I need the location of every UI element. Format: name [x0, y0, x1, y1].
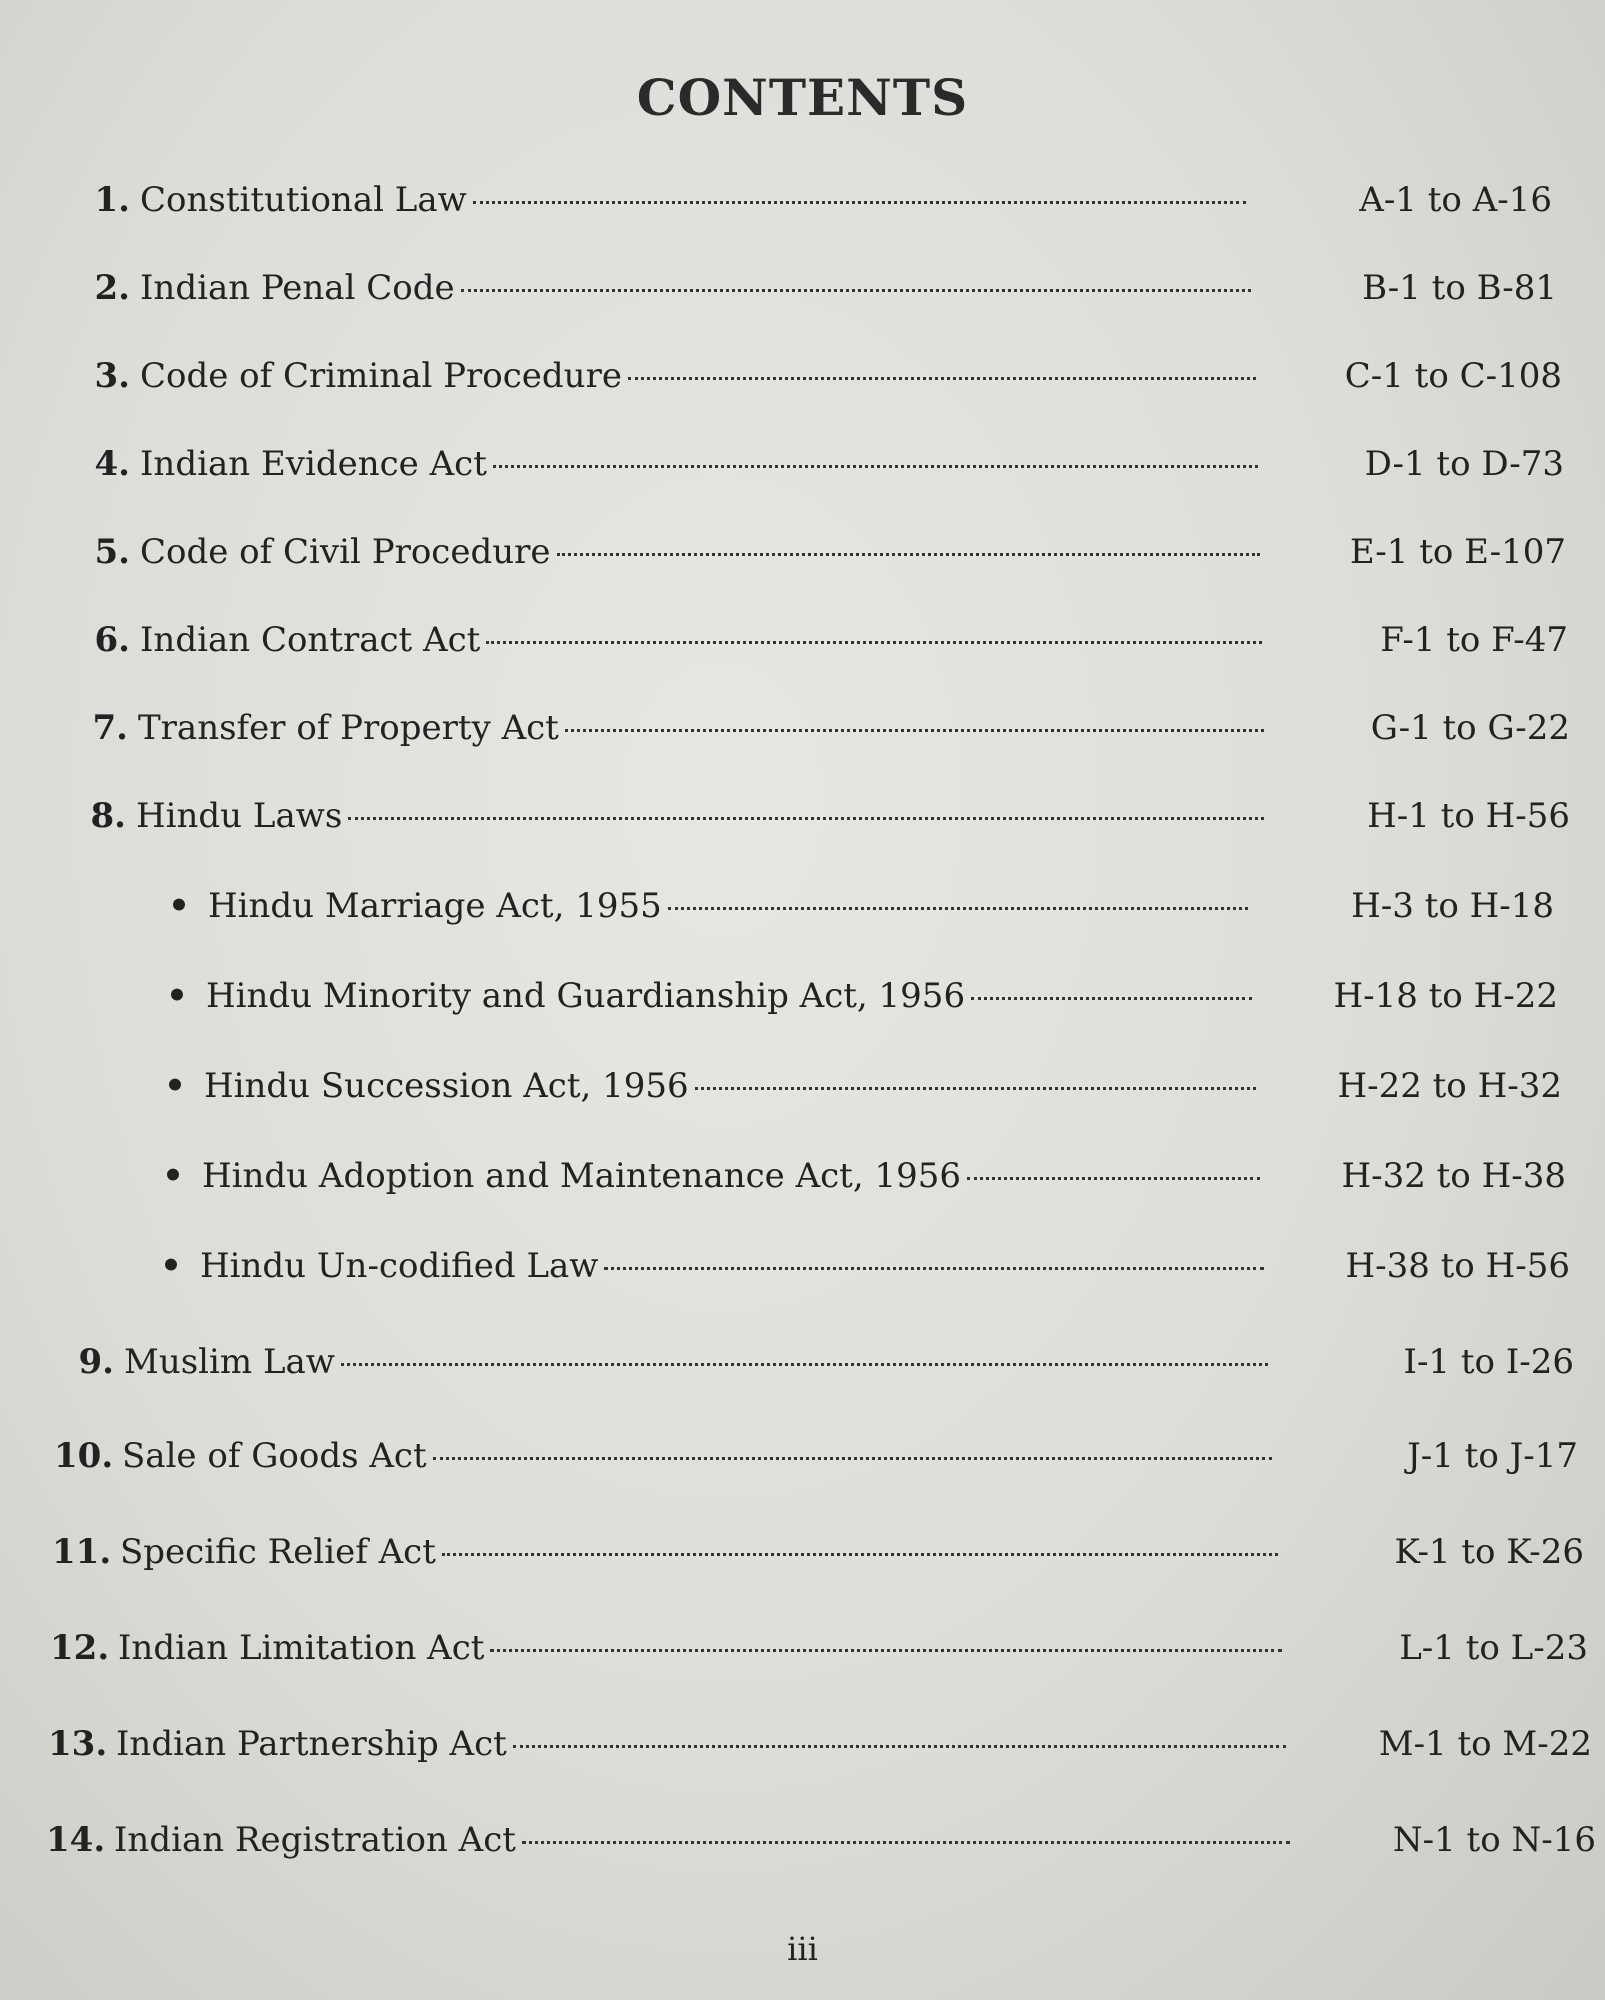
entry-number: 5.: [94, 532, 130, 572]
toc-entry-6: [72, 620, 1568, 660]
leader-dots: [442, 1553, 1278, 1556]
page-number: iii: [787, 1930, 818, 1968]
entry-title: Indian Limitation Act: [118, 1628, 485, 1668]
entry-title: Indian Registration Act: [114, 1820, 516, 1860]
toc-subentry-hindu-minority: [166, 976, 1558, 1016]
leader-dots: [490, 1649, 1282, 1652]
entry-page-range: A-1 to A-16: [1359, 180, 1552, 220]
entry-page-range: H-32 to H-38: [1341, 1156, 1566, 1196]
leader-dots: [967, 1177, 1260, 1180]
entry-page-range: F-1 to F-47: [1380, 620, 1568, 660]
entry-title: Code of Civil Procedure: [140, 532, 551, 572]
entry-number: 3.: [94, 356, 130, 396]
toc-entry-13: [48, 1724, 1592, 1764]
toc-entry-4: [72, 444, 1564, 484]
entry-title: Transfer of Property Act: [138, 708, 559, 748]
entry-title: Hindu Laws: [136, 796, 343, 836]
leader-dots: [486, 641, 1262, 644]
toc-entry-14: [46, 1820, 1596, 1860]
leader-dots: [604, 1267, 1264, 1270]
entry-page-range: H-18 to H-22: [1333, 976, 1558, 1016]
entry-number: 6.: [94, 620, 130, 660]
entry-title: Specific Relief Act: [120, 1532, 436, 1572]
entry-page-range: H-1 to H-56: [1367, 796, 1570, 836]
leader-dots: [341, 1363, 1268, 1366]
leader-dots: [628, 377, 1256, 380]
entry-number: 11.: [52, 1532, 112, 1572]
entry-number: 13.: [48, 1724, 108, 1764]
entry-page-range: K-1 to K-26: [1394, 1532, 1584, 1572]
toc-entry-9: [56, 1342, 1574, 1382]
entry-page-range: B-1 to B-81: [1362, 268, 1557, 308]
entry-page-range: I-1 to I-26: [1403, 1342, 1574, 1382]
leader-dots: [971, 997, 1252, 1000]
bullet-icon: •: [168, 886, 190, 926]
leader-dots: [513, 1745, 1286, 1748]
toc-entry-7: [70, 708, 1570, 748]
leader-dots: [348, 817, 1264, 820]
leader-dots: [522, 1841, 1290, 1844]
entry-number: 7.: [92, 708, 128, 748]
entry-title: Constitutional Law: [140, 180, 467, 220]
entry-title: Indian Partnership Act: [116, 1724, 507, 1764]
entry-page-range: N-1 to N-16: [1392, 1820, 1596, 1860]
leader-dots: [461, 289, 1251, 292]
toc-entry-8: [68, 796, 1570, 836]
entry-title: Hindu Marriage Act, 1955: [208, 886, 662, 926]
entry-page-range: H-22 to H-32: [1337, 1066, 1562, 1106]
leader-dots: [695, 1087, 1256, 1090]
entry-page-range: G-1 to G-22: [1370, 708, 1570, 748]
entry-page-range: J-1 to J-17: [1407, 1436, 1578, 1476]
leader-dots: [473, 201, 1246, 204]
entry-number: 14.: [46, 1820, 106, 1860]
toc-entry-12: [50, 1628, 1588, 1668]
entry-number: 1.: [94, 180, 130, 220]
entry-page-range: H-3 to H-18: [1351, 886, 1554, 926]
bullet-icon: •: [160, 1246, 182, 1286]
entry-number: 8.: [90, 796, 126, 836]
entry-title: Hindu Succession Act, 1956: [204, 1066, 689, 1106]
toc-subentry-hindu-marriage: [168, 886, 1554, 926]
toc-subentry-hindu-succession: [164, 1066, 1562, 1106]
leader-dots: [668, 907, 1248, 910]
toc-entry-10: [54, 1436, 1578, 1476]
toc-entry-2: [72, 268, 1557, 308]
entry-page-range: M-1 to M-22: [1378, 1724, 1592, 1764]
entry-title: Sale of Goods Act: [122, 1436, 427, 1476]
entry-title: Code of Criminal Procedure: [140, 356, 622, 396]
toc-subentry-hindu-adoption: [162, 1156, 1566, 1196]
page-title: CONTENTS: [636, 68, 969, 127]
entry-page-range: C-1 to C-108: [1344, 356, 1562, 396]
entry-number: 9.: [78, 1342, 114, 1382]
toc-entry-1: [72, 180, 1552, 220]
toc-entry-11: [52, 1532, 1584, 1572]
entry-page-range: H-38 to H-56: [1345, 1246, 1570, 1286]
entry-number: 12.: [50, 1628, 110, 1668]
leader-dots: [493, 465, 1258, 468]
entry-title: Indian Contract Act: [140, 620, 481, 660]
entry-title: Hindu Un-codified Law: [200, 1246, 599, 1286]
entry-page-range: L-1 to L-23: [1399, 1628, 1588, 1668]
bullet-icon: •: [166, 976, 188, 1016]
entry-page-range: D-1 to D-73: [1364, 444, 1564, 484]
bullet-icon: •: [164, 1066, 186, 1106]
entry-title: Muslim Law: [124, 1342, 335, 1382]
entry-title: Hindu Adoption and Maintenance Act, 1956: [202, 1156, 961, 1196]
entry-number: 2.: [94, 268, 130, 308]
leader-dots: [565, 729, 1264, 732]
entry-page-range: E-1 to E-107: [1349, 532, 1566, 572]
entry-number: 4.: [94, 444, 130, 484]
entry-number: 10.: [54, 1436, 114, 1476]
toc-subentry-hindu-uncodified: [160, 1246, 1570, 1286]
toc-entry-3: [72, 356, 1562, 396]
toc-entry-5: [72, 532, 1566, 572]
entry-title: Hindu Minority and Guardianship Act, 1956: [206, 976, 966, 1016]
entry-title: Indian Penal Code: [140, 268, 455, 308]
bullet-icon: •: [162, 1156, 184, 1196]
leader-dots: [433, 1457, 1272, 1460]
leader-dots: [557, 553, 1261, 556]
entry-title: Indian Evidence Act: [140, 444, 487, 484]
